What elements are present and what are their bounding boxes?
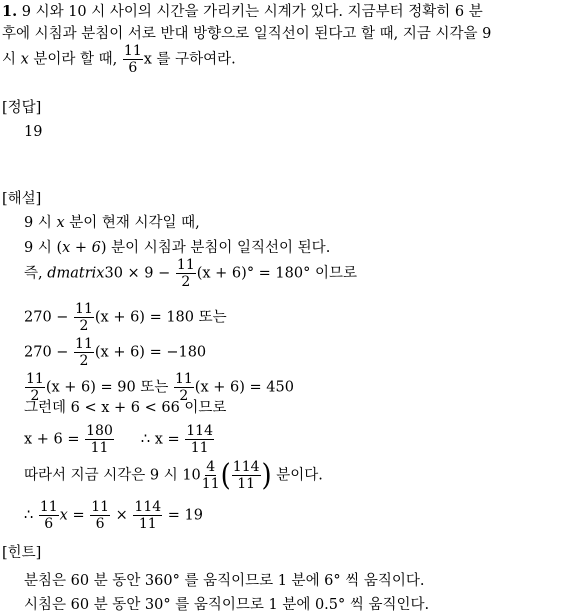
solution-line-2: 9 시 (x + 6) 분이 시침과 분침이 일직선이 된다. [24, 240, 331, 256]
hint-header: [힌트] [2, 545, 42, 561]
problem-text-3b: 분이라 할 때, [28, 51, 122, 68]
solution-fraction-10b: $\frac{11}{6}$ [91, 499, 110, 532]
solution-line-6: $\frac{11}{2}$ (x + 6) = 90 또는 $\frac{11}{2}$ (x + 6) = 450 [26, 371, 294, 404]
problem-text-3c: x 를 구하여라. [143, 51, 236, 68]
problem-text-1: 9 시와 10 시 사이의 시간을 가리키는 시계가 있다. 지금부터 정확히 6 분 [21, 4, 483, 20]
solution-fraction-9b: $\frac{114}{11}$ [232, 459, 260, 492]
answer-header: [정답] [2, 100, 42, 116]
problem-fraction: $\frac{11}{6}$ [123, 43, 142, 76]
solution-fraction-4: $\frac{11}{2}$ [75, 301, 93, 334]
problem-line-1 [2, 3, 483, 21]
problem-var: x [20, 51, 29, 68]
solution-fraction-6a: $\frac{11}{2}$ [26, 371, 44, 404]
problem-line-2: 후에 시침과 분침이 서로 반대 방향으로 일직선이 된다고 할 때, 지금 시각을 9 [2, 26, 492, 42]
solution-line-8: x + 6 = $\frac{180}{11}$ ∴ x = $\frac{114}{11}$ [24, 423, 213, 456]
solution-line-3: 즉, dmatrix30 × 9 − $\frac{11}{2}$ (x + 6)° = 180° 이므로 [24, 257, 358, 290]
solution-fraction-10c: $\frac{114}{11}$ [134, 499, 162, 532]
solution-line-1: 9 시 x 분이 현재 시각일 때, [24, 215, 200, 231]
solution-fraction-9a: $\frac{4}{11}$ [201, 459, 220, 492]
solution-line-9: 따라서 지금 시각은 9 시 10 $\frac{4}{11}$ ( $\frac{114}{11}$ ) 분이다. [24, 458, 323, 493]
answer-value: 19 [24, 124, 43, 140]
solution-line-7: 그런데 6 < x + 6 < 66 이므로 [24, 400, 227, 416]
problem-number: 1. [2, 3, 18, 20]
solution-fraction-3: $\frac{11}{2}$ [176, 257, 195, 290]
solution-fraction-6b: $\frac{11}{2}$ [174, 371, 193, 404]
hint-line-1: 분침은 60 분 동안 360° 를 움직이므로 1 분에 6° 씩 움직이다. [24, 573, 425, 589]
solution-line-4: 270 − $\frac{11}{2}$ (x + 6) = 180 또는 [24, 301, 227, 334]
solution-line-10: ∴ $\frac{11}{6}$ x = $\frac{11}{6}$ × $\frac{114}{11}$ = 19 [24, 499, 203, 532]
solution-fraction-8b: $\frac{114}{11}$ [186, 423, 213, 456]
solution-fraction-10a: $\frac{11}{6}$ [39, 499, 58, 532]
problem-line-3 [2, 44, 236, 75]
solution-header: [해설] [2, 191, 42, 207]
problem-text-3a: 시 [2, 51, 21, 68]
solution-fraction-8a: $\frac{180}{11}$ [86, 423, 113, 456]
hint-line-2: 시침은 60 분 동안 30° 를 움직이므로 1 분에 0.5° 씩 움직인다. [24, 597, 430, 613]
solution-fraction-5: $\frac{11}{2}$ [75, 336, 93, 369]
solution-line-5: 270 − $\frac{11}{2}$ (x + 6) = −180 [24, 336, 207, 369]
